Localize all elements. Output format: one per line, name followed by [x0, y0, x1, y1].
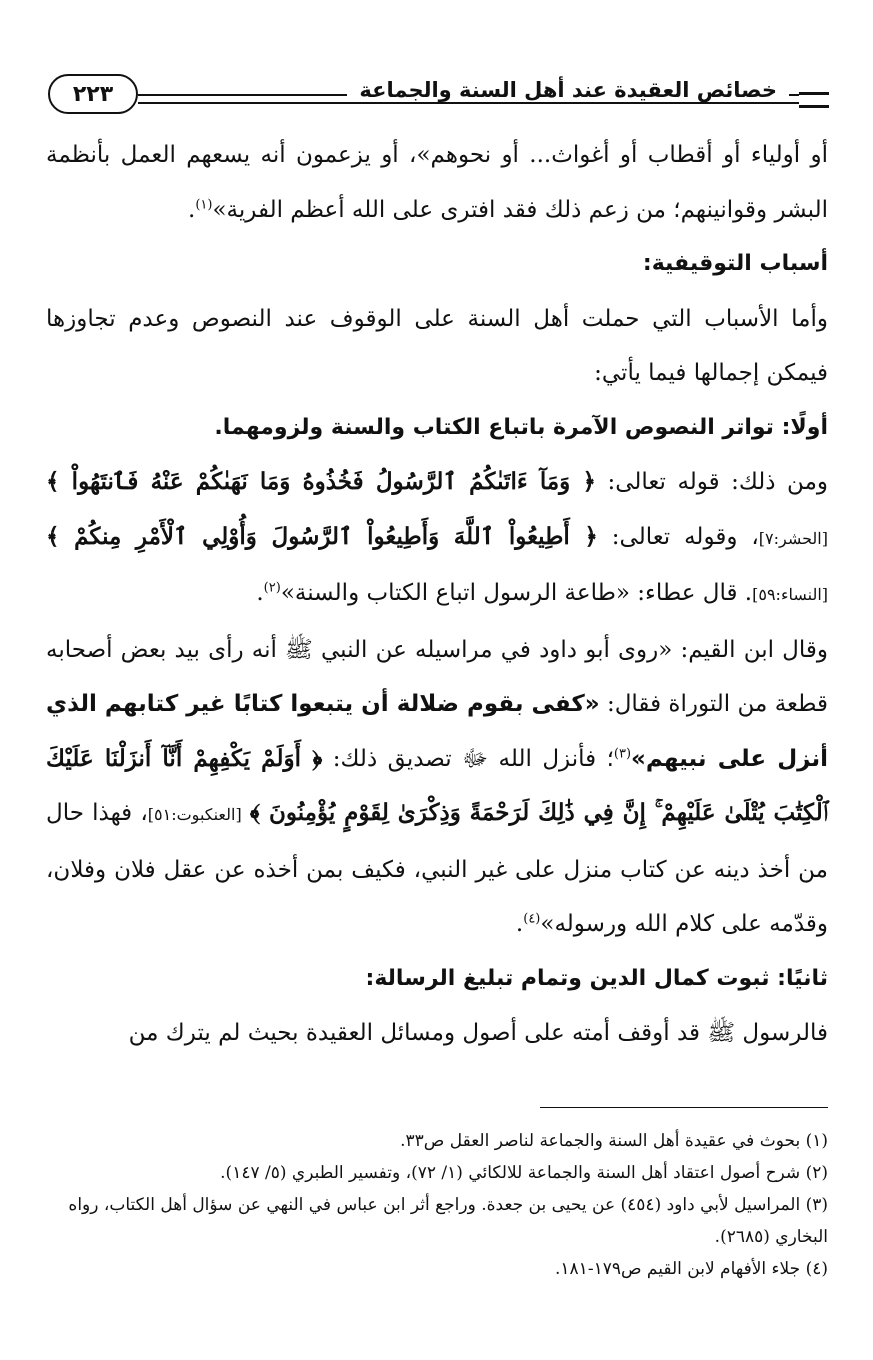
text-run: ، فهذا حال من أخذ دينه عن كتاب منزل على غير النبي، فكيف بمن أخذه عن عقل فلان وفلان، وقدّمه على كلام الله ورسوله» [46, 800, 828, 937]
text-run: ؛ فأنزل الله ﷻ تصديق ذلك: [332, 745, 614, 772]
line-2: وقوانينهم؛ من زعم ذلك فقد افترى على الله أعظم الفرية» [212, 196, 768, 223]
text-run: وقال ابن القيم: «روى أبو داود في مراسيله عن النبي ﷺ أنه رأى بيد بعض أصحابه قطعة من التوراة فقال: [46, 636, 829, 717]
hadith-text: «كفى بقوم ضلالة أن يتبعوا كتابًا غير كتابهم الذي أنزل على نبيهم» [46, 691, 828, 772]
paragraph-ibn-qayyim: وقال ابن القيم: «روى أبو داود في مراسيله عن النبي ﷺ أنه رأى بيد بعض أصحابه قطعة من التوراة فقال: «كفى بقوم ضلالة أن يتبعوا كتابًا غير كتابهم الذي أنزل على نبيهم»$^{(٣)}$؛ فأنزل الله ﷻ تصديق ذلك: ﴿ أَوَلَمْ يَكْفِهِمْ أَنَّآ أَنزَلْنَا عَلَيْكَ ٱلْكِتَٰبَ يُتْلَىٰ عَلَيْهِمْ ۚ إِنَّ فِي ذَٰلِكَ لَرَحْمَةً وَذِكْرَىٰ لِقَوْمٍ يُؤْمِنُونَ ﴾ [العنكبوت:٥١]، فهذا حال من أخذ دينه عن كتاب منزل على غير النبي، فكيف بمن أخذه عن عقل فلان وفلان، وقدّمه على كلام الله ورسوله»$^{(٤)}$. [46, 636, 829, 937]
verse-reference-2: [النساء:٥٩] [752, 585, 828, 604]
verse-reference-1: [الحشر:٧] [758, 528, 828, 548]
footnote-ref-4[interactable]: (٤) [523, 911, 541, 927]
page-number: ٢٢٣ [48, 74, 138, 114]
quran-verse-2: ﴿ أَطِيعُواْ ٱللَّهَ وَأَطِيعُواْ ٱلرَّسُولَ وَأُوْلِي ٱلْأَمْرِ مِنكُمْ ﴾ [46, 522, 598, 550]
paragraph-last: فالرسول ﷺ قد أوقف أمته على أصول ومسائل العقيدة بحيث لم يترك من [128, 1020, 828, 1046]
footnotes [48, 1125, 828, 1285]
footnote-ref-1[interactable]: (١) [195, 196, 213, 212]
quran-verse-1: ﴿ وَمَآ ءَاتَىٰكُمُ ٱلرَّسُولُ فَخُذُوهُ وَمَا نَهَىٰكُمْ عَنْهُ فَٱنتَهُواْ ﴾ [46, 468, 596, 495]
footnote-2: (٢) شرح أصول اعتقاد أهل السنة والجماعة للالكائي (١/ ٧٢)، وتفسير الطبري (٥/ ١٤٧). [220, 1163, 828, 1183]
subheading-first: أولًا: تواتر النصوص الآمرة باتباع الكتاب والسنة ولزومهما. [214, 414, 828, 440]
text-run: ، وقوله تعالى: [611, 523, 759, 550]
line-1: أو أولياء أو أقطاب أو أغواث... أو نحوهم»، أو يزعمون أنه يسعهم العمل بأنظمة البشر [46, 142, 828, 223]
verse-reference-3: [العنكبوت:٥١] [147, 805, 242, 824]
body-text [46, 128, 828, 1061]
page-header [44, 74, 829, 120]
footnote-4: (٤) جلاء الأفهام لابن القيم ص١٧٩-١٨١. [555, 1259, 828, 1279]
subheading-second: ثانيًا: ثبوت كمال الدين وتمام تبليغ الرسالة: [365, 965, 828, 991]
footnote-1: (١) بحوث في عقيدة أهل السنة والجماعة لناصر العقل ص٣٣. [400, 1131, 828, 1151]
text-run: ومن ذلك: قوله تعالى: [607, 469, 828, 495]
running-title: خصائص العقيدة عند أهل السنة والجماعة [347, 78, 789, 102]
text-run: . قال عطاء: «طاعة الرسول اتباع الكتاب والسنة» [280, 580, 753, 606]
header-ornament [799, 92, 829, 108]
section-heading: أسباب التوقيفية: [642, 251, 828, 276]
quran-verse-3: ﴿ أَوَلَمْ يَكْفِهِمْ أَنَّآ أَنزَلْنَا عَلَيْكَ ٱلْكِتَٰبَ يُتْلَىٰ عَلَيْهِمْ ۚ إِنَّ فِي ذَٰلِكَ لَرَحْمَةً وَذِكْرَىٰ لِقَوْمٍ يُؤْمِنُونَ ﴾ [46, 744, 828, 826]
footnote-separator [540, 1107, 828, 1108]
paragraph-intro: وأما الأسباب التي حملت أهل السنة على الوقوف عند النصوص وعدم تجاوزها فيمكن إجمالها فيما يأتي: [46, 305, 828, 386]
footnote-ref-2[interactable]: (٢) [263, 580, 281, 596]
paragraph-continuation: أو أولياء أو أقطاب أو أغواث... أو نحوهم»، أو يزعمون أنه يسعهم العمل بأنظمة البشر وقوانينهم؛ من زعم ذلك فقد افترى على الله أعظم الفرية»$^{(١)}$. [46, 142, 828, 223]
paragraph-verses: ومن ذلك: قوله تعالى: ﴿ وَمَآ ءَاتَىٰكُمُ ٱلرَّسُولُ فَخُذُوهُ وَمَا نَهَىٰكُمْ عَنْهُ فَٱنتَهُواْ ﴾ [الحشر:٧]، وقوله تعالى: ﴿ أَطِيعُواْ ٱللَّهَ وَأَطِيعُواْ ٱلرَّسُولَ وَأُوْلِي ٱلْأَمْرِ مِنكُمْ ﴾ [النساء:٥٩]. قال عطاء: «طاعة الرسول اتباع الكتاب والسنة»$^{(٢)}$. [46, 468, 828, 606]
footnote-3: (٣) المراسيل لأبي داود (٤٥٤) عن يحيى بن جعدة. وراجع أثر ابن عباس في النهي عن سؤال أهل الكتاب، رواه البخاري (٢٦٨٥). [68, 1195, 828, 1247]
footnote-ref-3[interactable]: (٣) [613, 745, 632, 761]
